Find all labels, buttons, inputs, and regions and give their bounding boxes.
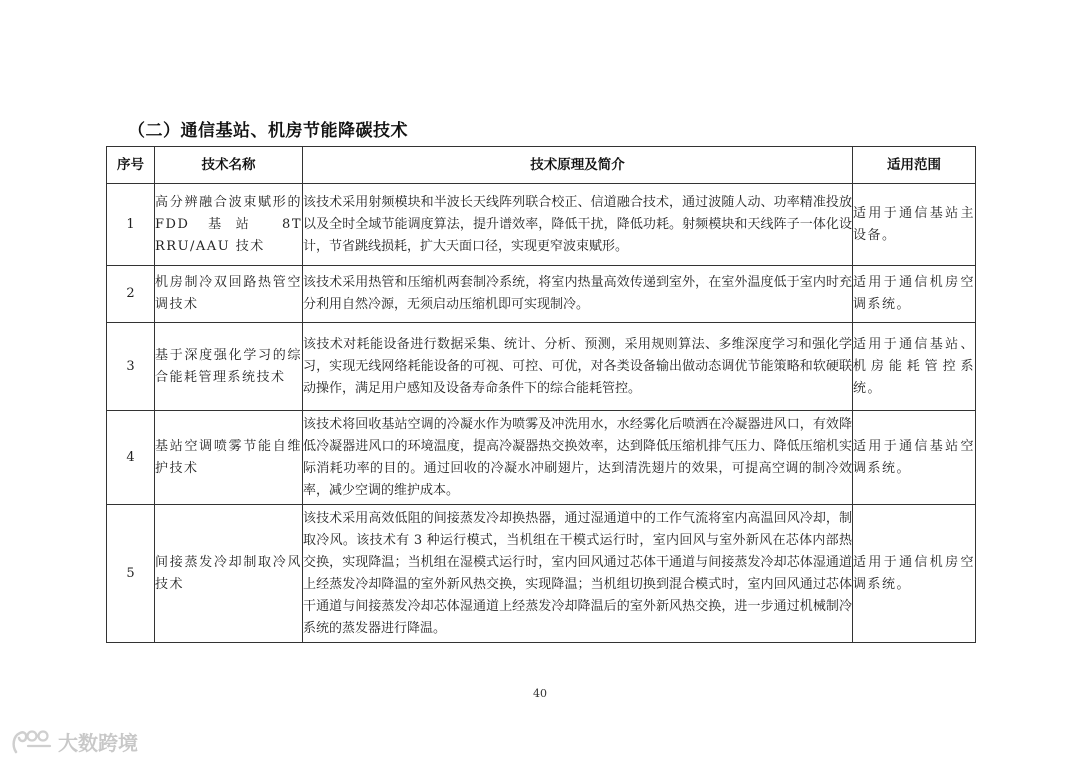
row-scope: 适用于通信机房空调系统。 <box>853 505 976 643</box>
row-seq: 2 <box>107 266 155 323</box>
header-tech-name: 技术名称 <box>155 147 303 184</box>
technology-table <box>106 146 976 643</box>
table-row <box>107 266 976 323</box>
row-scope: 适用于通信机房空调系统。 <box>853 266 976 323</box>
section-title: （二）通信基站、机房节能降碳技术 <box>128 121 408 141</box>
row-description: 该技术采用热管和压缩机两套制冷系统，将室内热量高效传递到室外，在室外温度低于室内时充分利用自然冷源，无须启动压缩机即可实现制冷。 <box>303 266 853 323</box>
table-row <box>107 184 976 266</box>
row-tech-name: 高分辨融合波束赋形的 FDD 基站 8T RRU/AAU 技术 <box>155 184 303 266</box>
row-tech-name: 基站空调喷雾节能自维护技术 <box>155 411 303 505</box>
watermark-text: 大数跨境 <box>58 730 138 755</box>
row-tech-name: 间接蒸发冷却制取冷风技术 <box>155 505 303 643</box>
row-seq: 3 <box>107 323 155 411</box>
row-seq: 5 <box>107 505 155 643</box>
table-header-row <box>107 147 976 184</box>
row-seq: 1 <box>107 184 155 266</box>
header-scope: 适用范围 <box>853 147 976 184</box>
row-scope: 适用于通信基站空调系统。 <box>853 411 976 505</box>
header-seq: 序号 <box>107 147 155 184</box>
row-description: 该技术采用高效低阻的间接蒸发冷却换热器，通过湿通道中的工作气流将室内高温回风冷却，制取冷风。该技术有 3 种运行模式，当机组在干模式运行时，室内回风与室外新风在芯体内部热交换，实现降温；当机组在湿模式运行时，室内回风通过芯体干通道与间接蒸发冷却芯体湿通道上经蒸发冷却降温的室外新风热交换，实现降温；当机组切换到混合模式时，室内回风通过芯体干通道与间接蒸发冷却芯体湿通道上经蒸发冷却降温后的室外新风热交换，进一步通过机械制冷系统的蒸发器进行降温。 <box>303 505 853 643</box>
watermark-logo <box>10 726 138 756</box>
table-row <box>107 411 976 505</box>
row-scope: 适用于通信基站主设备。 <box>853 184 976 266</box>
header-description: 技术原理及简介 <box>303 147 853 184</box>
row-description: 该技术将回收基站空调的冷凝水作为喷雾及冲洗用水，水经雾化后喷洒在冷凝器进风口，有效降低冷凝器进风口的环境温度，提高冷凝器热交换效率，达到降低压缩机排气压力、降低压缩机实际消耗功率的目的。通过回收的冷凝水冲刷翅片，达到清洗翅片的效果，可提高空调的制冷效率，减少空调的维护成本。 <box>303 411 853 505</box>
page-number: 40 <box>533 687 547 700</box>
row-scope: 适用于通信基站、机房能耗管控系统。 <box>853 323 976 411</box>
row-description: 该技术采用射频模块和半波长天线阵列联合校正、信道融合技术，通过波随人动、功率精准投放以及全时全域节能调度算法，提升谱效率，降低干扰，降低功耗。射频模块和天线阵子一体化设计，节省跳线损耗，扩大天面口径，实现更窄波束赋形。 <box>303 184 853 266</box>
watermark-icon <box>10 726 54 756</box>
row-seq: 4 <box>107 411 155 505</box>
table-row <box>107 505 976 643</box>
row-tech-name: 基于深度强化学习的综合能耗管理系统技术 <box>155 323 303 411</box>
table-row <box>107 323 976 411</box>
row-tech-name: 机房制冷双回路热管空调技术 <box>155 266 303 323</box>
row-description: 该技术对耗能设备进行数据采集、统计、分析、预测，采用规则算法、多维深度学习和强化学习，实现无线网络耗能设备的可视、可控、可优，对各类设备输出做动态调优节能策略和软硬联动操作，满足用户感知及设备寿命条件下的综合能耗管控。 <box>303 323 853 411</box>
